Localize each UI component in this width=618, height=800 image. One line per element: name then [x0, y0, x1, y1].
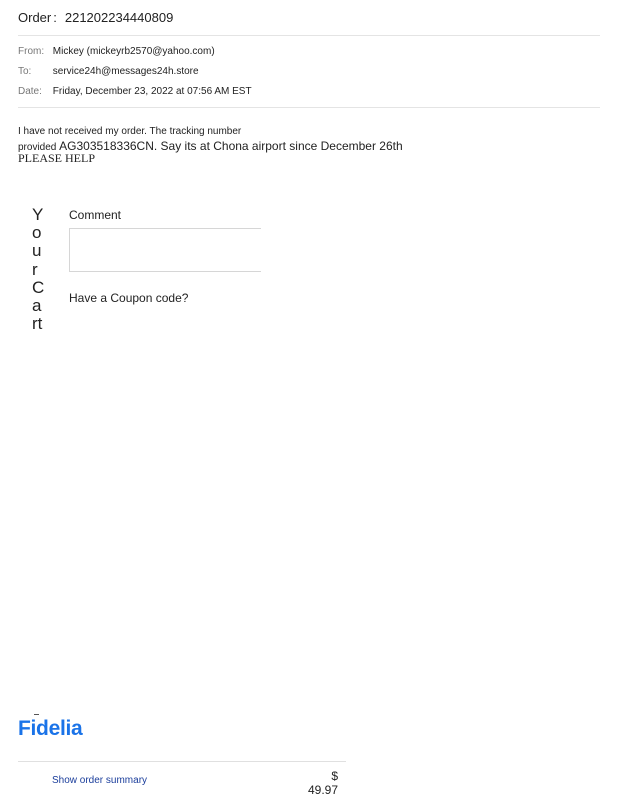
from-value: Mickey (mickeyrb2570@yahoo.com) — [52, 46, 215, 57]
body-line-2-lead: provided — [18, 142, 60, 153]
subject-separator: : — [53, 10, 57, 25]
email-subject — [18, 10, 173, 25]
comment-input[interactable] — [69, 228, 261, 272]
date-value: Friday, December 23, 2022 at 07:56 AM EST — [52, 86, 252, 97]
cart-title: YourCart — [32, 205, 45, 334]
to-row — [18, 65, 199, 79]
date-row — [18, 85, 252, 99]
order-total — [308, 769, 338, 797]
tracking-text: AG303518336CN. Say its at Chona airport since December 26th — [59, 139, 403, 153]
to-value: service24h@messages24h.store — [52, 66, 199, 77]
body-line-1: I have not received my order. The tracking number — [18, 126, 242, 137]
subject-prefix: Order — [18, 10, 52, 25]
to-label: To: — [18, 66, 32, 77]
header-divider — [18, 35, 600, 36]
price-currency: $ — [331, 769, 338, 783]
from-row — [18, 45, 215, 59]
price-value: 49.97 — [307, 783, 338, 797]
summary-divider — [18, 761, 346, 762]
date-label: Date: — [18, 86, 42, 97]
brand-logo: Fidelia — [18, 717, 83, 740]
order-number: 221202234440809 — [64, 10, 174, 25]
comment-label: Comment — [69, 208, 122, 222]
coupon-link[interactable]: Have a Coupon code? — [69, 291, 189, 305]
brand-mark — [34, 714, 39, 715]
meta-divider — [18, 107, 600, 108]
body-line-3: PLEASE HELP — [18, 151, 96, 165]
show-order-summary-link[interactable]: Show order summary — [52, 775, 148, 786]
from-label: From: — [18, 46, 45, 57]
